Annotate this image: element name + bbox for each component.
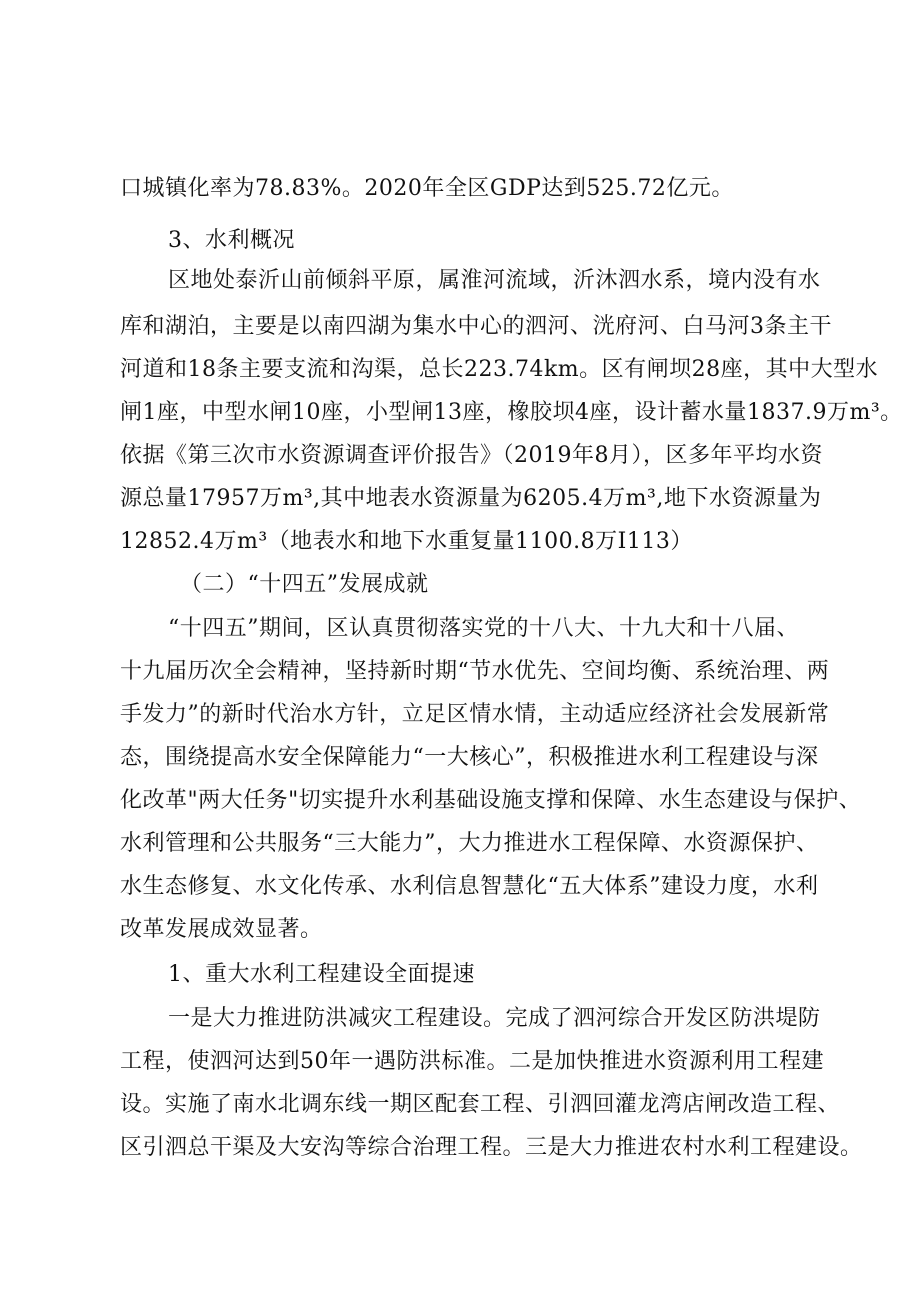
section-heading: 1、重大水利工程建设全面提速 xyxy=(168,962,475,987)
paragraph-line: 区地处泰沂山前倾斜平原，属淮河流域，沂沐泗水系，境内没有水 xyxy=(168,268,821,293)
paragraph-line: 河道和18条主要支流和沟渠，总长223.74km。区有闸坝28座，其中大型水 xyxy=(120,357,879,382)
paragraph-line: 依据《第三次市水资源调查评价报告》（2019年8月），区多年平均水资 xyxy=(120,443,823,468)
paragraph-line: 一是大力推进防洪减灾工程建设。完成了泗河综合开发区防洪堤防 xyxy=(168,1006,821,1031)
paragraph-line: 区引泗总干渠及大安沟等综合治理工程。三是大力推进农村水利工程建设。 xyxy=(120,1135,863,1160)
paragraph-line: 水生态修复、水文化传承、水利信息智慧化“五大体系”建设力度，水利 xyxy=(120,874,819,899)
section-heading: 3、水利概况 xyxy=(168,228,295,253)
paragraph-line: 手发力”的新时代治水方针，立足区情水情，主动适应经济社会发展新常 xyxy=(120,702,830,727)
paragraph-line: 12852.4万m³（地表水和地下水重复量1100.8万I113） xyxy=(120,529,693,554)
paragraph-line: 态，围绕提高水安全保障能力“一大核心”，积极推进水利工程建设与深 xyxy=(120,745,819,770)
section-heading: （二）“十四五”发展成就 xyxy=(180,572,429,597)
paragraph-line: 化改革"两大任务"切实提升水利基础设施支撑和保障、水生态建设与保护、 xyxy=(120,788,862,813)
paragraph-line: 口城镇化率为78.83%。2020年全区GDP达到525.72亿元。 xyxy=(120,176,734,201)
paragraph-line: 十九届历次全会精神，坚持新时期“节水优先、空间均衡、系统治理、两 xyxy=(120,659,830,684)
paragraph-line: 改革发展成效显著。 xyxy=(120,917,323,942)
paragraph-line: 库和湖泊，主要是以南四湖为集水中心的泗河、洸府河、白马河3条主干 xyxy=(120,314,832,339)
paragraph-line: 闸1座，中型水闸10座，小型闸13座，橡胶坝4座，设计蓄水量1837.9万m³。 xyxy=(120,400,903,425)
paragraph-line: 工程，使泗河达到50年一遇防洪标准。二是加快推进水资源利用工程建 xyxy=(120,1049,824,1074)
paragraph-line: “十四五”期间，区认真贯彻落实党的十八大、十九大和十八届、 xyxy=(168,616,799,641)
paragraph-line: 源总量17957万m³,其中地表水资源量为6205.4万m³,地下水资源量为 xyxy=(120,486,822,511)
paragraph-line: 设。实施了南水北调东线一期区配套工程、引泗回灌龙湾店闸改造工程、 xyxy=(120,1092,841,1117)
paragraph-line: 水利管理和公共服务“三大能力”，大力推进水工程保障、水资源保护、 xyxy=(120,831,819,856)
